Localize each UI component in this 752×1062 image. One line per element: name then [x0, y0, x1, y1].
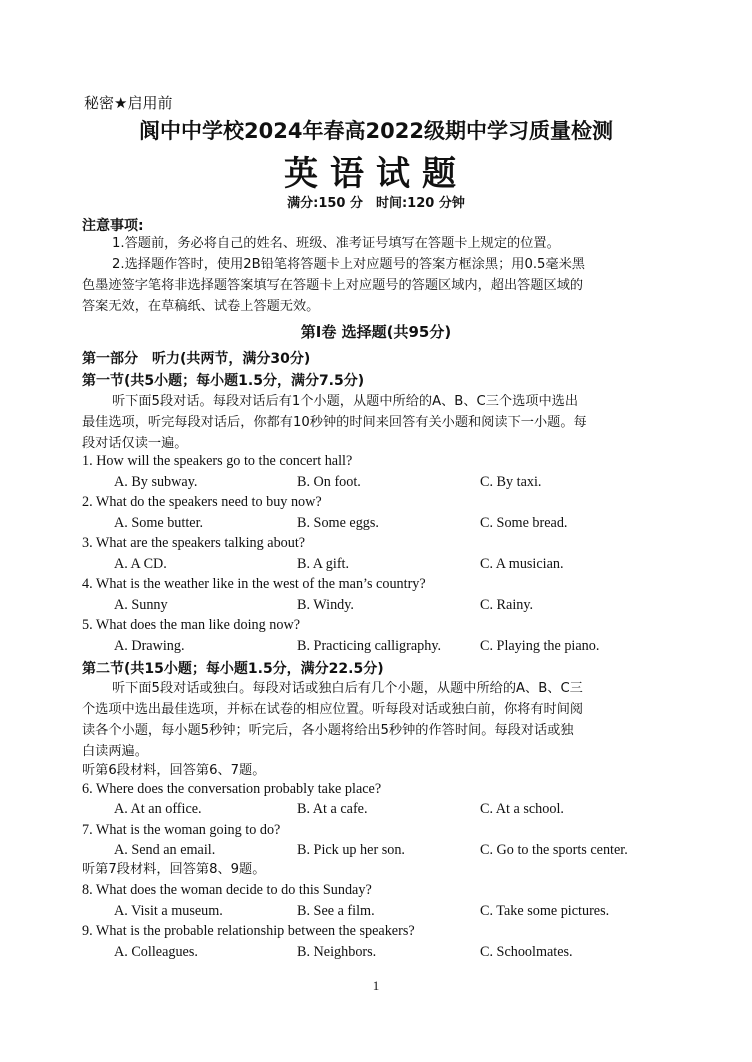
q2-option-c: C. Some bread.: [480, 515, 568, 531]
question-1: 1. How will the speakers go to the concert hall?: [82, 453, 353, 469]
q4-option-b: B. Windy.: [297, 597, 354, 613]
part1-heading: 第一部分 听力(共两节，满分30分): [82, 351, 311, 367]
q8-option-c: C. Take some pictures.: [480, 903, 610, 919]
question-7: 7. What is the woman going to do?: [82, 822, 281, 838]
question-2: 2. What do the speakers need to buy now?: [82, 494, 322, 510]
q2-option-b: B. Some eggs.: [297, 515, 379, 531]
question-6: 6. Where does the conversation probably take place?: [82, 781, 382, 797]
q4-option-a: A. Sunny: [114, 597, 168, 613]
section2-heading: 第二节(共15小题；每小题1.5分，满分22.5分): [82, 661, 384, 677]
q7-option-b: B. Pick up her son.: [297, 842, 405, 858]
question-5: 5. What does the man like doing now?: [82, 617, 301, 633]
notes-heading: 注意事项:: [82, 218, 144, 234]
question-4: 4. What is the weather like in the west of the man’s country?: [82, 576, 426, 592]
q6-option-c: C. At a school.: [480, 801, 564, 817]
q5-option-c: C. Playing the piano.: [480, 638, 600, 654]
q8-option-a: A. Visit a museum.: [114, 903, 223, 919]
section2-instr-line-2: 个选项中选出最佳选项，并标在试卷的相应位置。听每段对话或独白前，你将有时间阅: [82, 702, 584, 717]
section1-heading: 第一节(共5小题；每小题1.5分，满分7.5分): [82, 373, 365, 389]
q3-option-b: B. A gift.: [297, 556, 350, 572]
q2-option-a: A. Some butter.: [114, 515, 204, 531]
notes-item-1: 1.答题前，务必将自己的姓名、班级、准考证号填写在答题卡上规定的位置。: [112, 236, 560, 251]
notes-item-2-line-1: 2.选择题作答时，使用2B铅笔将答题卡上对应题号的答案方框涂黑；用0.5毫米黑: [112, 257, 585, 272]
material-7-note: 听第7段材料，回答第8、9题。: [82, 862, 266, 877]
q9-option-c: C. Schoolmates.: [480, 944, 573, 960]
q5-option-a: A. Drawing.: [114, 638, 185, 654]
score-time: 满分:150 分 时间:120 分钟: [287, 196, 465, 211]
section1-instr-line-3: 段对话仅读一遍。: [82, 436, 188, 451]
q1-option-b: B. On foot.: [297, 474, 361, 490]
question-9: 9. What is the probable relationship between the speakers?: [82, 923, 415, 939]
q7-option-a: A. Send an email.: [114, 842, 216, 858]
q7-option-c: C. Go to the sports center.: [480, 842, 628, 858]
section2-instr-line-4: 白读两遍。: [82, 744, 148, 759]
q6-option-b: B. At a cafe.: [297, 801, 368, 817]
material-6-note: 听第6段材料，回答第6、7题。: [82, 763, 266, 778]
q9-option-a: A. Colleagues.: [114, 944, 198, 960]
notes-item-2-line-3: 答案无效，在草稿纸、试卷上答题无效。: [82, 299, 320, 314]
q4-option-c: C. Rainy.: [480, 597, 534, 613]
section1-instr-line-1: 听下面5段对话。每段对话后有1个小题，从题中所给的A、B、C三个选项中选出: [112, 394, 579, 409]
section2-instr-line-3: 读各个小题，每小题5秒钟；听完后，各小题将给出5秒钟的作答时间。每段对话或独: [82, 723, 574, 738]
section2-instr-line-1: 听下面5段对话或独白。每段对话或独白后有几个小题，从题中所给的A、B、C三: [112, 681, 583, 696]
q6-option-a: A. At an office.: [114, 801, 202, 817]
q3-option-a: A. A CD.: [114, 556, 167, 572]
secret-label: 秘密★启用前: [84, 94, 173, 112]
question-3: 3. What are the speakers talking about?: [82, 535, 306, 551]
q8-option-b: B. See a film.: [297, 903, 375, 919]
exam-title: 阆中中学校2024年春高2022级期中学习质量检测: [139, 119, 613, 143]
q9-option-b: B. Neighbors.: [297, 944, 377, 960]
subject-title: 英语试题: [284, 154, 468, 194]
q1-option-c: C. By taxi.: [480, 474, 542, 490]
notes-item-2-line-2: 色墨迹签字笔将非选择题答案填写在答题卡上对应题号的答题区域内，超出答题区域的: [82, 278, 584, 293]
page-number: 1: [372, 978, 380, 993]
q3-option-c: C. A musician.: [480, 556, 564, 572]
volume-heading: 第Ⅰ卷 选择题(共95分): [300, 323, 452, 341]
section1-instr-line-2: 最佳选项，听完每段对话后，你都有10秒钟的时间来回答有关小题和阅读下一小题。每: [82, 415, 587, 430]
q1-option-a: A. By subway.: [114, 474, 198, 490]
question-8: 8. What does the woman decide to do this Sunday?: [82, 882, 372, 898]
q5-option-b: B. Practicing calligraphy.: [297, 638, 442, 654]
